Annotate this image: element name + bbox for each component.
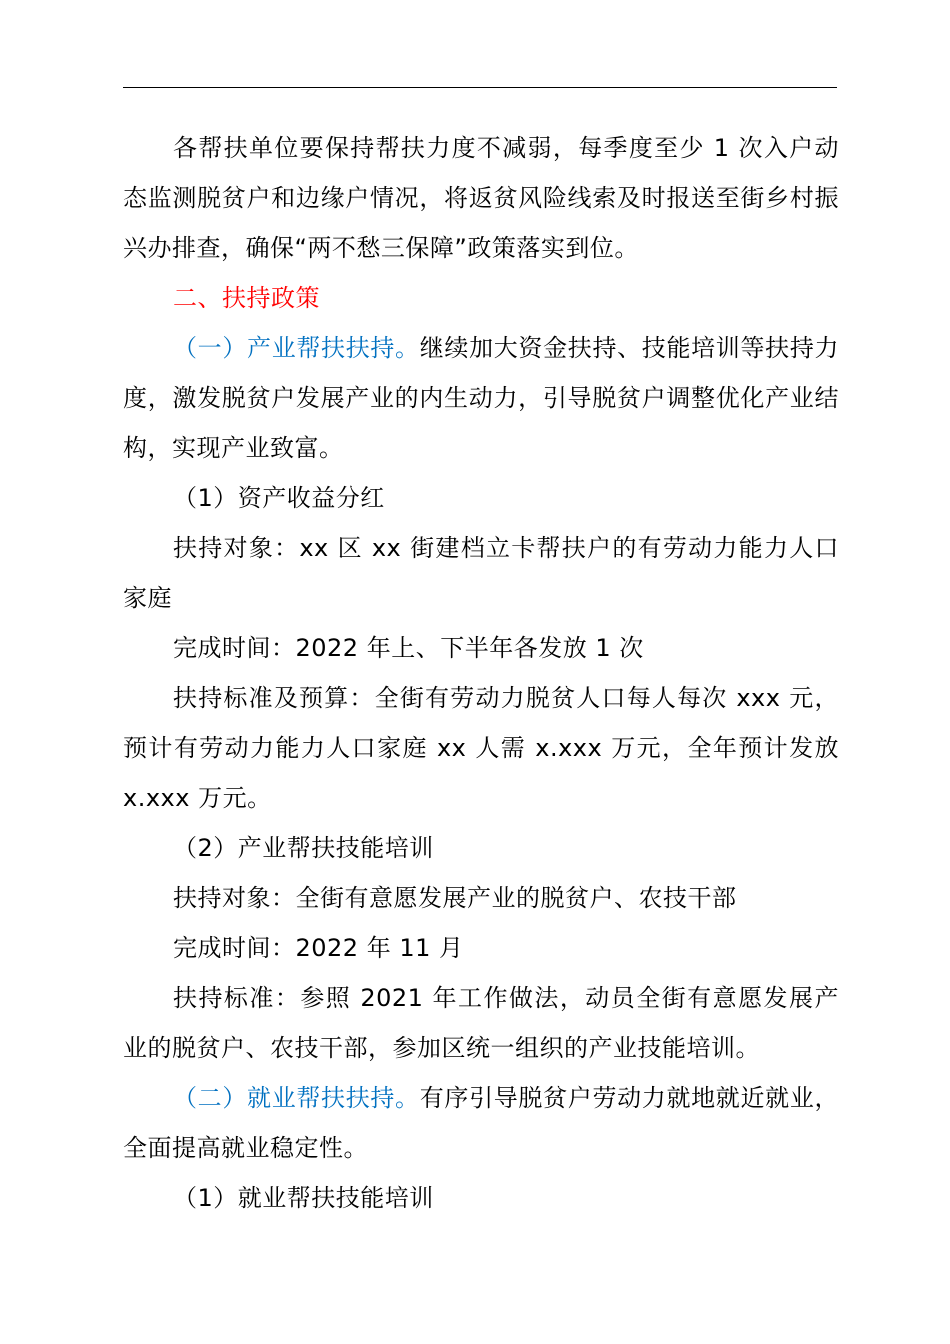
paragraph-monitoring: 各帮扶单位要保持帮扶力度不减弱，每季度至少 1 次入户动态监测脱贫户和边缘户情况，将返贫风险线索及时报送至街乡村振兴办排查，确保“两不愁三保障”政策落实到位。	[123, 134, 839, 262]
section-heading-policy: 二、扶持政策	[173, 284, 320, 312]
item-training-time: 完成时间：2022 年 11 月	[173, 934, 464, 962]
item-asset-target: 扶持对象：xx 区 xx 街建档立卡帮扶户的有劳动力能力人口家庭	[123, 534, 839, 612]
item-employment-training: （1）就业帮扶技能培训	[173, 1184, 434, 1212]
document-body	[123, 123, 839, 1223]
paragraph-industry-text: 继续加大资金扶持、技能培训等扶持力度，激发脱贫户发展产业的内生动力，引导脱贫户调整优化产业结构，实现产业致富。	[123, 334, 840, 462]
item-training-standard: 扶持标准：参照 2021 年工作做法，动员全街有意愿发展产业的脱贫户、农技干部，参加区统一组织的产业技能培训。	[123, 984, 839, 1062]
subsection-heading-industry: （一）产业帮扶扶持。	[173, 334, 420, 362]
item-training-target: 扶持对象：全街有意愿发展产业的脱贫户、农技干部	[173, 884, 737, 912]
item-asset-dividend: （1）资产收益分红	[173, 484, 385, 512]
item-asset-budget: 扶持标准及预算：全街有劳动力脱贫人口每人每次 xxx 元，预计有劳动力能力人口家庭 xx 人需 x.xxx 万元，全年预计发放 x.xxx 万元。	[123, 684, 839, 812]
paragraph-employment-text: 有序引导脱贫户劳动力就地就近就业，全面提高就业稳定性。	[123, 1084, 840, 1162]
paragraph-employment-support	[123, 1073, 839, 1173]
header-rule	[123, 87, 837, 88]
item-industry-training: （2）产业帮扶技能培训	[173, 834, 434, 862]
paragraph-industry-support	[123, 323, 839, 473]
item-asset-time: 完成时间：2022 年上、下半年各发放 1 次	[173, 634, 644, 662]
subsection-heading-employment: （二）就业帮扶扶持。	[173, 1084, 420, 1112]
